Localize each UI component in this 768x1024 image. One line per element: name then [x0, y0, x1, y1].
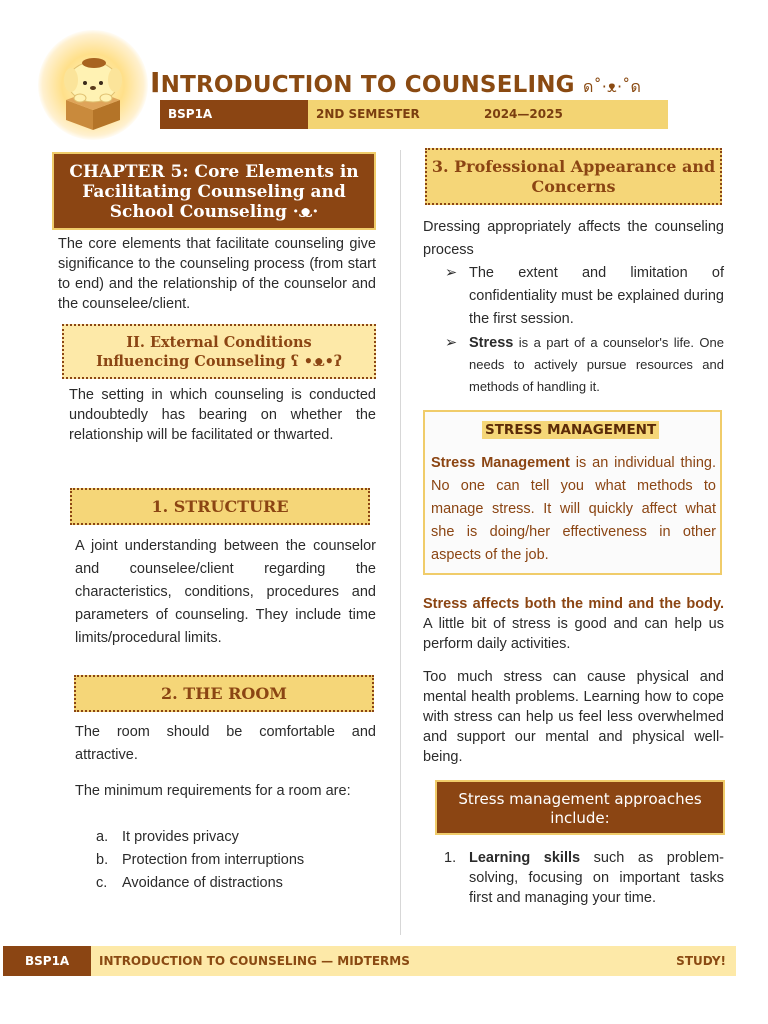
header-course-code: BSP1A [160, 100, 308, 129]
header-bar [160, 100, 668, 129]
title-kaomoji: ด˚·ᴥ·˚ด [582, 77, 642, 96]
footer-bar [3, 946, 736, 976]
footer-course-title: INTRODUCTION TO COUNSELING — MIDTERMS [99, 954, 410, 968]
room-requirements-list [96, 826, 304, 895]
arrow-bullet-icon: ➢ [445, 335, 458, 351]
header-semester-block [308, 100, 668, 129]
section-heading [62, 324, 376, 379]
bullet-text: The extent and limitation of confidentiality must be explained during the first session. [469, 265, 724, 327]
header-semester: 2ND SEMESTER [316, 107, 420, 121]
mascot-icon [38, 30, 148, 140]
document-title [150, 66, 641, 100]
intro-paragraph: The core elements that facilitate counseling give significance to the counseling process (from start to end) and the relationship of the counselor and the counselee/client. [58, 236, 376, 312]
bullet-stress [445, 332, 724, 398]
column-divider [400, 150, 401, 935]
footer-course-code: BSP1A [3, 946, 91, 976]
stress-box-text: Stress Management is an individual thing. No one can tell you what methods to manage stress. It will quickly affect what she is doing/her effectiveness in other aspects of the job. [431, 455, 716, 563]
title-first-letter: I [150, 66, 161, 99]
structure-paragraph: A joint understanding between the counselor and counselee/client regarding the characteristics, conditions, procedures and parameters of counseling. They include time limits/procedural limits. [75, 538, 376, 646]
section-heading-line1: II. External Conditions [126, 334, 312, 351]
room-heading: 2. THE ROOM [74, 675, 374, 712]
header-school-year: 2024—2025 [484, 107, 563, 121]
list-item: c. Avoidance of distractions [96, 875, 283, 891]
footer-cta: STUDY! [676, 954, 726, 968]
room-requirements-intro: The minimum requirements for a room are: [75, 783, 351, 799]
stress-box-title: STRESS MANAGEMENT [482, 421, 659, 439]
title-text: NTRODUCTION TO COUNSELING [160, 72, 575, 98]
too-much-stress-paragraph: Too much stress can cause physical and mental health problems. Learning how to cope with stress can help us feel less overwhelmed and support our mental and physical well-being. [423, 669, 724, 765]
bullet-text: Stress is a part of a counselor's life. One needs to actively pursue resources and methods of handling it. [469, 335, 724, 394]
approach-item: 1. Learning skills such as problem-solving, focusing on important tasks first and managing your time. [444, 850, 724, 906]
footer-info [91, 946, 736, 976]
list-item: a. It provides privacy [96, 829, 239, 845]
stress-management-box [423, 410, 722, 575]
stress-affects-paragraph: Stress affects both the mind and the body. A little bit of stress is good and can help us perform daily activities. [423, 596, 724, 652]
bullet-confidentiality [445, 262, 724, 331]
list-item: b. Protection from interruptions [96, 852, 305, 868]
room-paragraph: The room should be comfortable and attractive. [75, 724, 376, 763]
approaches-heading: Stress management approaches include: [435, 780, 725, 835]
chapter-heading: CHAPTER 5: Core Elements in Facilitating Counseling and School Counseling ·ᴥ· [52, 152, 376, 230]
dressing-paragraph: Dressing appropriately affects the counseling process [423, 219, 724, 258]
professional-heading: 3. Professional Appearance and Concerns [425, 148, 722, 205]
section-paragraph: The setting in which counseling is conducted undoubtedly has bearing on whether the relationship will be facilitated or thwarted. [69, 387, 376, 443]
structure-heading: 1. STRUCTURE [70, 488, 370, 525]
arrow-bullet-icon: ➢ [445, 265, 458, 281]
section-heading-line2: Influencing Counseling ʕ •ᴥ•ʔ [96, 353, 342, 370]
